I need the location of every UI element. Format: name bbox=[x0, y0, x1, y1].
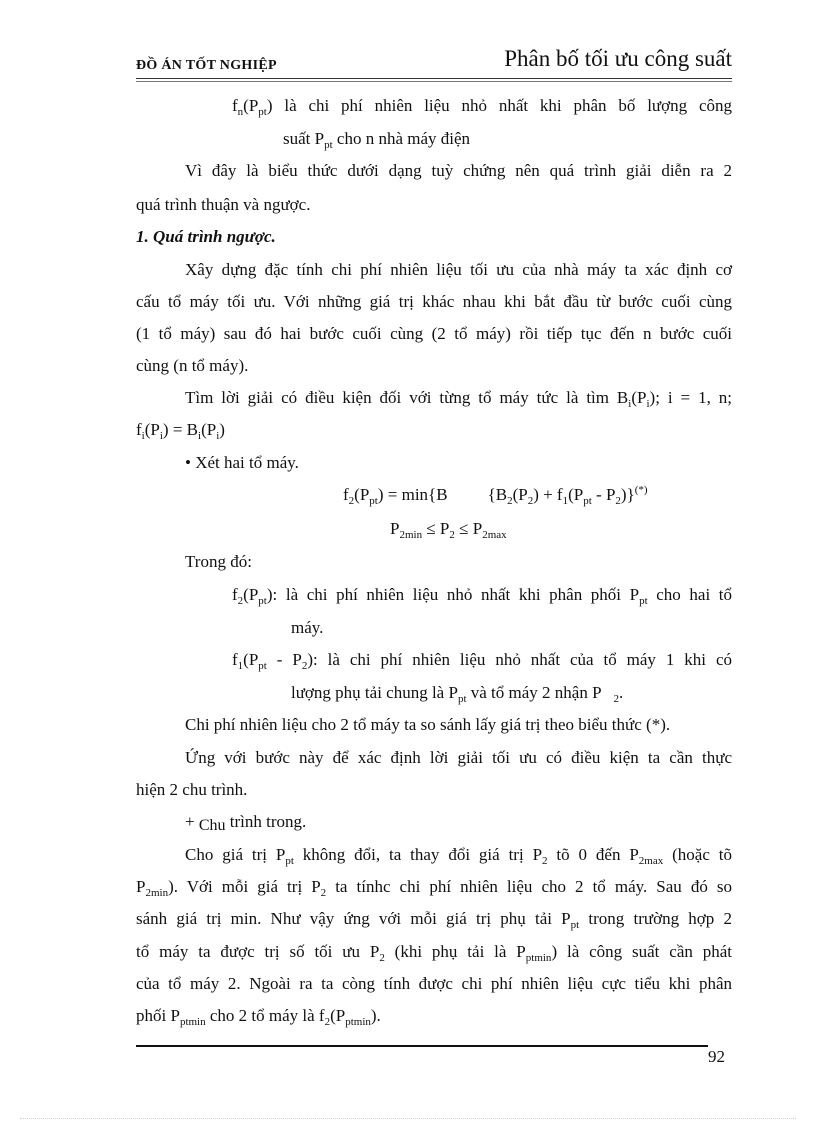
paragraph-line: phối $P_{ptmin}$ cho 2 tổ máy là $f_2(P_{ptmin})$. bbox=[136, 1006, 381, 1028]
paragraph-line: quá trình thuận và ngược. bbox=[136, 195, 311, 214]
paragraph-line: cấu tổ máy tối ưu. Với những giá trị khác nhau khi bắt đầu từ bước cuối cùng bbox=[136, 292, 732, 311]
definition-f2-line: $f_2(P_{pt})$: là chi phí nhiên liệu nhỏ nhất khi phân phối $P_{pt}$ cho hai tổ bbox=[232, 585, 732, 607]
sub-heading: + Chu trình trong. bbox=[185, 812, 307, 834]
header-rule bbox=[136, 78, 732, 79]
header-rule-thin bbox=[136, 81, 732, 82]
page-bottom-dotted-edge bbox=[20, 1118, 796, 1119]
paragraph-line: Cho giá trị $P_{pt}$ không đổi, ta thay đổi giá trị $P_2$ tõ 0 đến $P_{2max}$ (hoặc tõ bbox=[185, 845, 732, 867]
paragraph-line: cùng (n tổ máy). bbox=[136, 356, 249, 375]
definition-f1-line: $f_1(P_{pt} - P_2)$: là chi phí nhiên liệu nhỏ nhất của tổ máy 1 khi có bbox=[232, 650, 732, 672]
definition-fn-line: $f_n(P_{pt})$ là chi phí nhiên liệu nhỏ nhất khi phân bố lượng công bbox=[232, 96, 732, 118]
page-number: 92 bbox=[708, 1047, 725, 1066]
paragraph-line: Chi phí nhiên liệu cho 2 tổ máy ta so sánh lấy giá trị theo biểu thức (*). bbox=[185, 715, 671, 734]
definition-fn-line-2: suất $P_{pt}$ cho n nhà máy điện bbox=[283, 129, 471, 151]
paragraph-line: Vì đây là biểu thức dưới dạng tuỳ chứng nên quá trình giải diễn ra 2 bbox=[185, 161, 732, 180]
definition-f1-line-2: lượng phụ tải chung là $P_{pt}$ và tổ máy 2 nhận P $_2$. bbox=[291, 683, 624, 705]
bullet-item: • Xét hai tổ máy. bbox=[185, 453, 299, 472]
paragraph-line: Xây dựng đặc tính chi phí nhiên liệu tối ưu của nhà máy ta xác định cơ bbox=[185, 260, 732, 279]
definition-f2-line-2: máy. bbox=[291, 618, 324, 637]
paragraph-line: Ứng với bước này để xác định lời giải tối ưu có điều kiện ta cần thực bbox=[185, 748, 732, 767]
paragraph-line: Tìm lời giải có điều kiện đối với từng tổ máy tức là tìm $B_i(P_i)$; i = 1, n; bbox=[185, 388, 733, 410]
section-heading: 1. Quá trình ngược. bbox=[136, 227, 276, 246]
paragraph-line: (1 tổ máy) sau đó hai bước cuối cùng (2 tổ máy) rồi tiếp tục đến n bước cuối bbox=[136, 324, 732, 343]
footer-rule bbox=[136, 1045, 708, 1047]
paragraph-line: $P_{2min}$). Với mỗi giá trị $P_2$ ta tínhc chi phí nhiên liệu cho 2 tổ máy. Sau đó so bbox=[136, 877, 733, 899]
paragraph-line: tổ máy ta được trị số tối ưu $P_2$ (khi phụ tải là $P_{ptmin}$) là công suất cần phát bbox=[136, 942, 733, 964]
equation-recursive: $f_2(P_{pt}) = \min\{B$ $\{B_2(P_2) + f_1(P_{pt} - P_2)\}^{(*)}$ bbox=[343, 484, 648, 507]
paragraph-line: của tổ máy 2. Ngoài ra ta còng tính được chi phí nhiên liệu cực tiểu khi phân bbox=[136, 974, 732, 993]
header-right-title: Phân bố tối ưu công suất bbox=[504, 46, 732, 71]
paragraph-line: hiện 2 chu trình. bbox=[136, 780, 248, 799]
paragraph-line: Trong đó: bbox=[185, 552, 252, 571]
formula-line: $f_i(P_i) = B_i(P_i)$ bbox=[136, 420, 225, 442]
header-left-title: ĐỒ ÁN TỐT NGHIỆP bbox=[136, 58, 277, 73]
paragraph-line: sánh giá trị min. Như vậy ứng với mỗi giá trị phụ tải $P_{pt}$ trong trường hợp 2 bbox=[136, 909, 733, 931]
equation-constraint: $P_{2min} \le P_2 \le P_{2max}$ bbox=[390, 519, 507, 541]
